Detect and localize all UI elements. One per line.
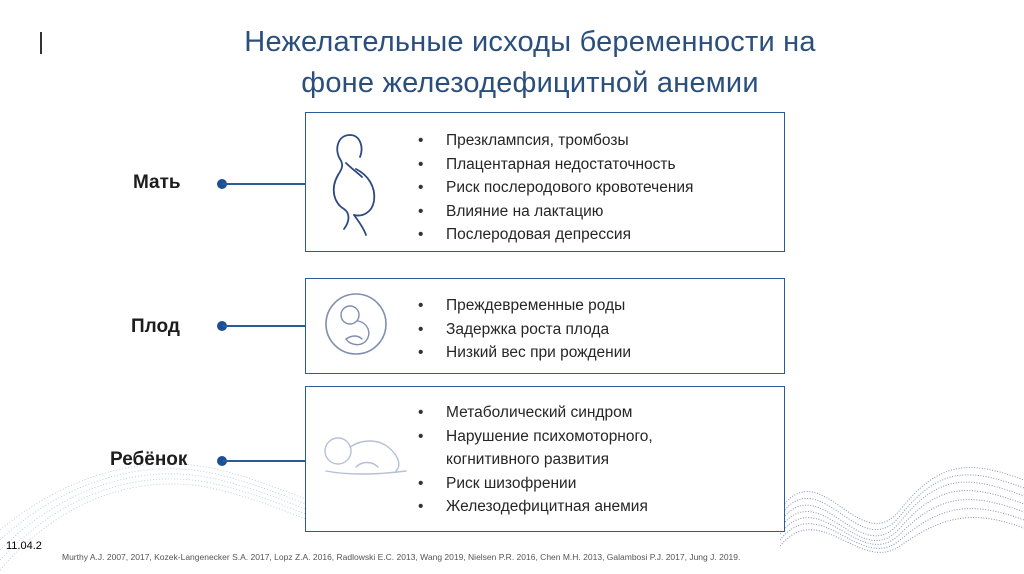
list-item: • Преждевременные роды xyxy=(418,294,631,318)
outcome-box-fetus xyxy=(305,278,785,374)
list-item: • Презклампсия, тромбозы xyxy=(418,129,693,153)
list-item: • Риск шизофрении xyxy=(418,472,653,496)
row-label-fetus: Плод xyxy=(131,316,180,337)
sleeping-baby-icon xyxy=(316,427,410,479)
slide-title xyxy=(150,22,910,104)
title-line-2: фоне железодефицитной анемии xyxy=(301,67,759,99)
slide-date: 11.04.2 xyxy=(6,540,42,552)
outcome-list-child xyxy=(418,401,653,519)
outcome-box-child xyxy=(305,386,785,532)
list-item: • Плацентарная недостаточность xyxy=(418,153,693,177)
list-item: • Железодефицитная анемия xyxy=(418,495,653,519)
list-item: • Риск послеродового кровотечения xyxy=(418,176,693,200)
connector-line xyxy=(222,325,306,327)
list-item: • Послеродовая депрессия xyxy=(418,223,693,247)
references-footer: Murthy A.J. 2007, 2017, Kozek-Langenecker S.A. 2017, Lopz Z.A. 2016, Radlowski E.C. 2013, Wang 2019, Nielsen P.R. 2016, Chen M.H. 2013, Galambosi P.J. 2017, Jung J. 2019. xyxy=(62,552,741,562)
dotted-ribbon-right-decoration xyxy=(780,440,1024,574)
connector-line xyxy=(222,460,306,462)
pregnant-woman-icon xyxy=(320,129,390,237)
list-item: • Низкий вес при рождении xyxy=(418,341,631,365)
connector-line xyxy=(222,183,306,185)
outcome-list-fetus xyxy=(418,294,631,365)
outcome-box-mother xyxy=(305,112,785,252)
list-item: • Влияние на лактацию xyxy=(418,200,693,224)
list-item-continuation: когнитивного развития xyxy=(446,451,610,468)
list-item: • Нарушение психомоторного, xyxy=(418,425,653,449)
fetus-icon xyxy=(324,291,388,357)
row-label-child: Ребёнок xyxy=(110,449,188,470)
list-item: • Задержка роста плода xyxy=(418,318,631,342)
title-line-1: Нежелательные исходы беременности на xyxy=(244,26,816,58)
list-item: • Метаболический синдром xyxy=(418,401,653,425)
row-label-mother: Мать xyxy=(133,172,181,193)
outcome-list-mother xyxy=(418,129,693,247)
edge-mark xyxy=(40,32,42,54)
